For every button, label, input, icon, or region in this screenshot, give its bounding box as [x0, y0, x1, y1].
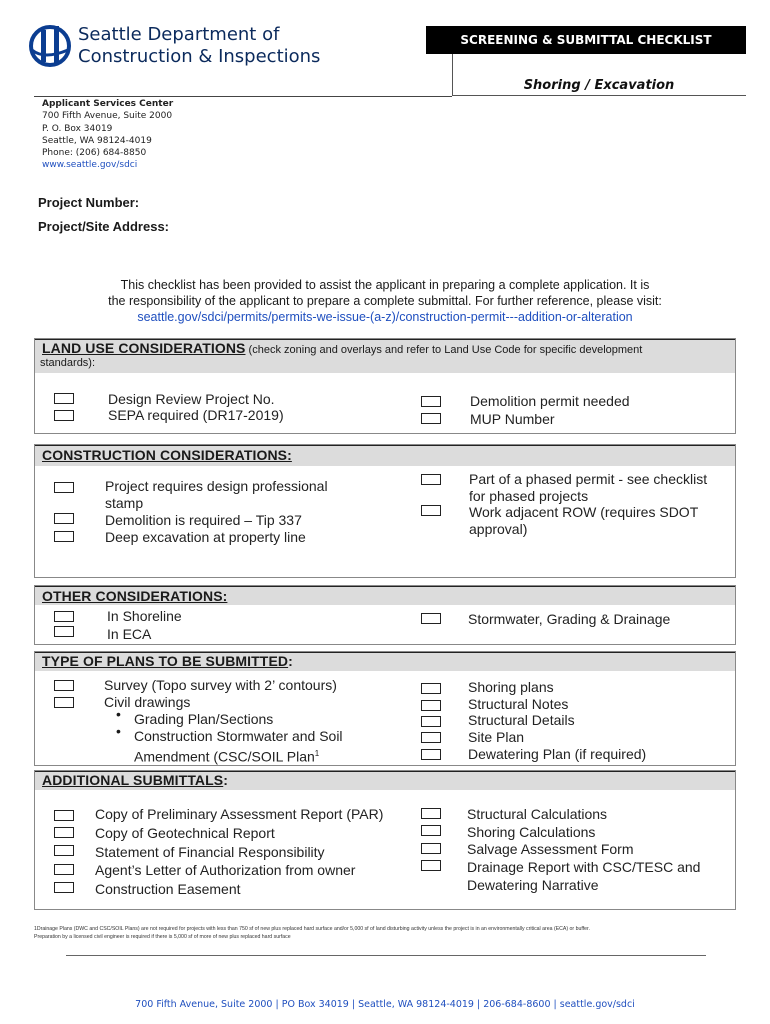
address-line2: P. O. Box 34019: [42, 123, 113, 134]
address-block: [42, 98, 173, 172]
plans-title-colon: :: [288, 653, 293, 669]
item-agent-letter: Agent’s Letter of Authorization from owner: [95, 862, 356, 878]
item-stormwater-soil-a: Construction Stormwater and Soil: [134, 728, 343, 744]
footnote-line1: 1Drainage Plans (DWC and CSC/SOIL Plans) are not required for projects with less than 750 sf of new plus replaced hard surface and/or 5,000 sf of land disturbing activity unless the project is in an environmentally critical area (ECA) or buffer.: [34, 926, 590, 932]
checkbox-dewatering-plan[interactable]: [421, 749, 441, 760]
checkbox-phased-permit[interactable]: [421, 474, 441, 485]
item-stormwater-soil-b: [134, 745, 319, 766]
checkbox-stormwater[interactable]: [421, 613, 441, 624]
footer-contact: 700 Fifth Avenue, Suite 2000 | PO Box 34019 | Seattle, WA 98124-4019 | 206-684-8600 | seattle.gov/sdci: [135, 999, 635, 1010]
item-structural-calcs: Structural Calculations: [467, 806, 608, 822]
item-easement: Construction Easement: [95, 881, 241, 897]
item-demolition-permit: Demolition permit needed: [470, 393, 630, 409]
item-stormwater: Stormwater, Grading & Drainage: [468, 611, 671, 627]
land-use-note: (check zoning and overlays and refer to Land Use Code for specific development: [245, 344, 643, 356]
header-divider: [34, 96, 452, 97]
checkbox-design-review[interactable]: [54, 393, 74, 404]
checkbox-financial[interactable]: [54, 845, 74, 856]
item-mup-number: MUP Number: [470, 411, 555, 427]
bullet-icon: •: [116, 706, 121, 722]
logo-line1: Seattle Department of: [78, 24, 280, 45]
item-financial: Statement of Financial Responsibility: [95, 844, 325, 860]
bullet-icon: •: [116, 723, 121, 739]
intro-reference-link[interactable]: seattle.gov/sdci/permits/permits-we-issue-(a-z)/construction-permit---addition-or-alteration: [137, 310, 633, 324]
checkbox-structural-details[interactable]: [421, 716, 441, 727]
checkbox-agent-letter[interactable]: [54, 864, 74, 875]
plans-title: TYPE OF PLANS TO BE SUBMITTED: [42, 653, 289, 669]
other-title: OTHER CONSIDERATIONS:: [42, 588, 228, 604]
checkbox-shoring-plans[interactable]: [421, 683, 441, 694]
item-work-adjacent-row-a: Work adjacent ROW (requires SDOT: [469, 504, 699, 520]
intro-text: [40, 277, 730, 325]
item-geotechnical: Copy of Geotechnical Report: [95, 825, 275, 841]
checkbox-shoring-calcs[interactable]: [421, 825, 441, 836]
checkbox-civil-drawings[interactable]: [54, 697, 74, 708]
checkbox-survey[interactable]: [54, 680, 74, 691]
item-stormwater-soil-b-text: Amendment (CSC/SOIL Plan: [134, 748, 315, 765]
item-deep-excavation: Deep excavation at property line: [105, 529, 306, 545]
land-use-heading: [42, 341, 728, 358]
checkbox-sepa[interactable]: [54, 410, 74, 421]
item-phased-permit-b: for phased projects: [469, 488, 589, 504]
project-address-label: Project/Site Address:: [38, 219, 170, 234]
checkbox-structural-notes[interactable]: [421, 700, 441, 711]
item-design-professional-a: Project requires design professional: [105, 478, 328, 494]
item-grading-plan: Grading Plan/Sections: [134, 711, 274, 727]
item-structural-details: Structural Details: [468, 712, 575, 728]
land-use-title: LAND USE CONSIDERATIONS: [42, 340, 246, 356]
checkbox-deep-excavation[interactable]: [54, 531, 74, 542]
checkbox-geotechnical[interactable]: [54, 827, 74, 838]
checkbox-easement[interactable]: [54, 882, 74, 893]
item-phased-permit-a: Part of a phased permit - see checklist: [469, 471, 708, 487]
additional-title-colon: :: [223, 772, 228, 788]
item-shoring-calcs: Shoring Calculations: [467, 824, 596, 840]
item-drainage-report-b: Dewatering Narrative: [467, 877, 599, 893]
item-eca: In ECA: [107, 626, 152, 642]
item-dewatering-plan: Dewatering Plan (if required): [468, 746, 647, 762]
checkbox-eca[interactable]: [54, 626, 74, 637]
item-sepa: SEPA required (DR17-2019): [108, 407, 284, 423]
item-salvage-form: Salvage Assessment Form: [467, 841, 634, 857]
logo-line2: Construction & Inspections: [78, 46, 321, 67]
address-line3: Seattle, WA 98124-4019: [42, 135, 152, 146]
footnote-line2: Preparation by a licensed civil engineer is required if there is 5,000 sf of more of new plus replaced hard surface: [34, 933, 291, 940]
seattle-logo-icon: [26, 20, 74, 72]
checkbox-par[interactable]: [54, 810, 74, 821]
item-design-professional-b: stamp: [105, 495, 144, 511]
plans-heading: [42, 653, 293, 671]
item-demolition-required: Demolition is required – Tip 337: [105, 512, 302, 528]
item-survey: Survey (Topo survey with 2’ contours): [104, 677, 337, 693]
item-shoreline: In Shoreline: [107, 608, 182, 624]
address-web-link[interactable]: www.seattle.gov/sdci: [42, 160, 138, 171]
checkbox-design-professional[interactable]: [54, 482, 74, 493]
item-site-plan: Site Plan: [468, 729, 525, 745]
address-title: Applicant Services Center: [42, 99, 174, 109]
intro-line1: This checklist has been provided to assist the applicant in preparing a complete application. It is: [120, 278, 650, 292]
construction-title: CONSTRUCTION CONSIDERATIONS:: [42, 447, 292, 463]
item-shoring-plans: Shoring plans: [468, 679, 554, 695]
footnote: [34, 926, 736, 941]
address-phone: Phone: (206) 684-8850: [42, 148, 147, 159]
item-drainage-report-a: Drainage Report with CSC/TESC and: [467, 859, 701, 875]
project-number-label: Project Number:: [38, 195, 140, 210]
checkbox-mup-number[interactable]: [421, 413, 441, 424]
item-par: Copy of Preliminary Assessment Report (PAR): [95, 806, 384, 822]
sdci-logo: [26, 20, 326, 72]
checkbox-shoreline[interactable]: [54, 611, 74, 622]
item-civil-drawings: Civil drawings: [104, 694, 191, 710]
additional-title: ADDITIONAL SUBMITTALS: [42, 772, 224, 788]
additional-heading: [42, 772, 228, 790]
checkbox-demolition-required[interactable]: [54, 513, 74, 524]
intro-line2: the responsibility of the applicant to prepare a complete submittal. For further reference, please visit:: [108, 294, 662, 308]
checkbox-site-plan[interactable]: [421, 732, 441, 743]
checkbox-demolition-permit[interactable]: [421, 396, 441, 407]
footer-divider: [66, 955, 706, 956]
land-use-note-cont: standards):: [40, 357, 96, 369]
checkbox-work-adjacent-row[interactable]: [421, 505, 441, 516]
checkbox-salvage-form[interactable]: [421, 843, 441, 854]
item-structural-notes: Structural Notes: [468, 696, 569, 712]
item-design-review: Design Review Project No.: [108, 391, 275, 407]
checklist-title-box: SCREENING & SUBMITTAL CHECKLIST: [426, 26, 746, 54]
checklist-subtitle: Shoring / Excavation: [523, 78, 675, 93]
address-line1: 700 Fifth Avenue, Suite 2000: [42, 111, 173, 122]
checkbox-structural-calcs[interactable]: [421, 808, 441, 819]
footnote-marker: 1: [314, 749, 320, 758]
item-work-adjacent-row-b: approval): [469, 521, 528, 537]
checkbox-drainage-report[interactable]: [421, 860, 441, 871]
